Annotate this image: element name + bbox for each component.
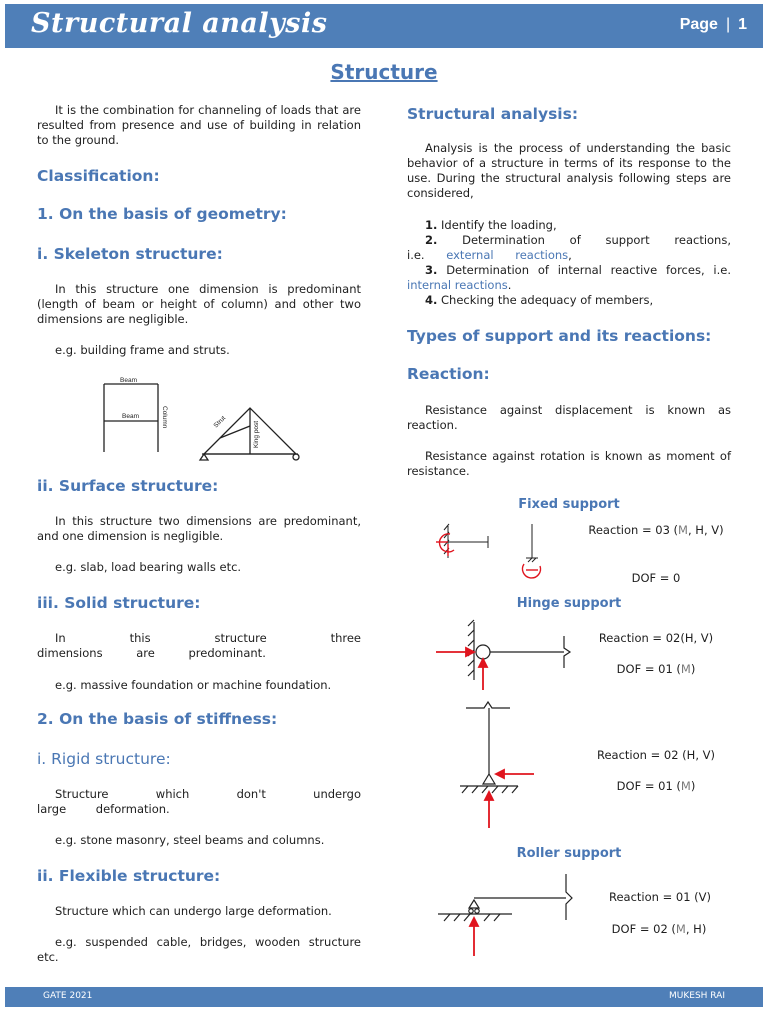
- hinge-support-title: Hinge support: [516, 596, 622, 611]
- hinge-support-figure-2: [454, 700, 544, 830]
- step-1: [407, 218, 731, 233]
- step-2: [407, 233, 731, 263]
- fixed-reaction-pre: Reaction = 03 (: [588, 523, 679, 537]
- roller-dof-pre: DOF = 02 (: [611, 922, 676, 936]
- footer-exam: GATE 2021: [43, 991, 93, 1001]
- surface-heading: ii. Surface structure:: [37, 477, 219, 495]
- hinge-dof-1-post: ): [690, 662, 696, 676]
- fixed-reaction: [586, 523, 726, 538]
- footer-author: MUKESH RAI: [669, 991, 725, 1001]
- step-text: Identify the loading,: [437, 218, 557, 232]
- hinge-reaction-2: Reaction = 02 (H, V): [597, 748, 715, 762]
- step-text: Determination of support reactions, i.e.: [407, 233, 731, 262]
- fixed-support-title: Fixed support: [518, 497, 620, 512]
- rigid-paragraph: Structure which don't undergo large deformation.: [37, 787, 361, 816]
- stiffness-heading: 2. On the basis of stiffness:: [37, 710, 278, 728]
- intro-paragraph: It is the combination for channeling of loads that are resulted from presence and use of building in relation to the ground.: [37, 103, 361, 147]
- hinge-dof-2-post: ): [690, 779, 696, 793]
- page-label: Page: [679, 16, 718, 33]
- label-strut: Strut: [212, 414, 228, 430]
- flexible-heading: ii. Flexible structure:: [37, 867, 221, 885]
- hinge-dof-1-pre: DOF = 01 (: [616, 662, 681, 676]
- roller-reaction: Reaction = 01 (V): [608, 890, 712, 904]
- reaction-paragraph-1: Resistance against displacement is known as reaction.: [407, 403, 731, 432]
- hinge-dof-1-m: M: [680, 662, 691, 676]
- roller-dof-m: M: [675, 922, 686, 936]
- analysis-heading: Structural analysis:: [407, 105, 579, 123]
- step-text: Determination of internal reactive forces, i.e.: [437, 263, 731, 277]
- page-number: 1: [738, 16, 747, 33]
- internal-reactions-link[interactable]: internal reactions: [407, 278, 508, 292]
- roller-support-title: Roller support: [516, 846, 622, 861]
- step-text: Checking the adequacy of members,: [437, 293, 654, 307]
- step-4: [407, 293, 731, 308]
- step-number: 1.: [425, 218, 438, 232]
- label-king-post: King post: [253, 420, 260, 448]
- support-types-heading: Types of support and its reactions:: [407, 327, 712, 345]
- document-title: Structure: [330, 60, 438, 84]
- skeleton-example: e.g. building frame and struts.: [55, 343, 230, 357]
- step-punct: ,: [568, 248, 572, 262]
- roller-dof: [594, 922, 724, 937]
- solid-heading: iii. Solid structure:: [37, 594, 201, 612]
- external-reactions-link[interactable]: external reactions: [446, 248, 569, 262]
- page-indicator: [680, 16, 747, 34]
- reaction-heading: Reaction:: [407, 365, 490, 383]
- hinge-reaction-1: Reaction = 02(H, V): [598, 631, 714, 645]
- label-beam-mid: Beam: [122, 413, 139, 420]
- step-3: [407, 263, 731, 293]
- rigid-heading: i. Rigid structure:: [37, 750, 171, 768]
- geometry-heading: 1. On the basis of geometry:: [37, 205, 287, 223]
- solid-paragraph: In this structure three dimensions are predominant.: [37, 631, 361, 660]
- hinge-dof-2-pre: DOF = 01 (: [616, 779, 681, 793]
- fixed-reaction-m: M: [678, 523, 688, 537]
- skeleton-paragraph: In this structure one dimension is predominant (length of beam or height of column) and other two dimensions are negligible.: [37, 282, 361, 326]
- hinge-dof-2: [596, 779, 716, 794]
- label-column: Column: [161, 406, 168, 429]
- flexible-example: e.g. suspended cable, bridges, wooden structure etc.: [37, 935, 361, 964]
- page-separator: |: [725, 16, 731, 33]
- fixed-reaction-post: , H, V): [687, 523, 724, 537]
- rigid-example: e.g. stone masonry, steel beams and columns.: [55, 833, 325, 847]
- page-footer: [5, 987, 763, 1007]
- surface-example: e.g. slab, load bearing walls etc.: [55, 560, 242, 574]
- roller-dof-post: , H): [685, 922, 707, 936]
- hinge-support-figure-1: [434, 618, 574, 692]
- reaction-paragraph-2: Resistance against rotation is known as moment of resistance.: [407, 449, 731, 478]
- frame-truss-figure: [98, 374, 308, 462]
- hinge-dof-1: [596, 662, 716, 677]
- classification-heading: Classification:: [37, 167, 160, 185]
- header-title: Structural analysis: [31, 8, 328, 39]
- step-number: 3.: [425, 263, 438, 277]
- step-punct: .: [507, 278, 512, 292]
- skeleton-heading: i. Skeleton structure:: [37, 245, 223, 263]
- hinge-dof-2-m: M: [680, 779, 691, 793]
- fixed-support-figure: [432, 520, 562, 582]
- roller-support-figure: [436, 870, 576, 958]
- step-number: 2.: [425, 233, 438, 247]
- flexible-paragraph: Structure which can undergo large deformation.: [55, 904, 332, 918]
- step-number: 4.: [425, 293, 438, 307]
- surface-paragraph: In this structure two dimensions are predominant, and one dimension is negligible.: [37, 514, 361, 543]
- label-beam-top: Beam: [120, 377, 137, 384]
- fixed-dof: DOF = 0: [631, 571, 681, 585]
- page-header: [5, 4, 763, 48]
- analysis-paragraph: Analysis is the process of understanding the basic behavior of a structure in terms of its response to the use. During the structural analysis following steps are considered,: [407, 141, 731, 200]
- solid-example: e.g. massive foundation or machine foundation.: [55, 678, 332, 692]
